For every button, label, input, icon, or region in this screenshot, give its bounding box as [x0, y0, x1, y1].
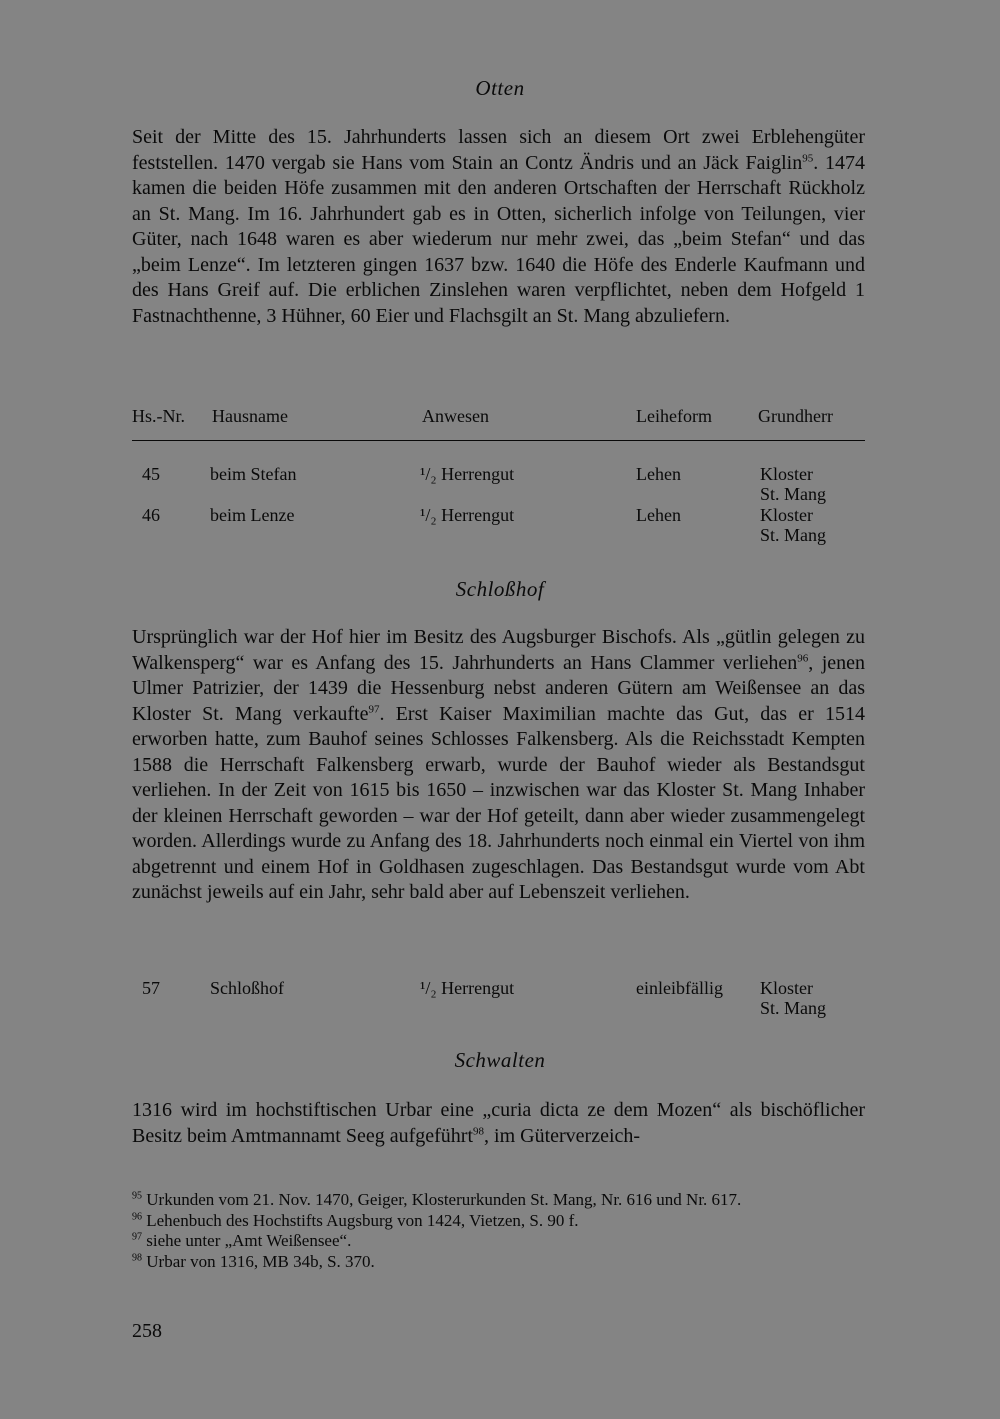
- row-grundherr-1: Kloster: [760, 978, 813, 998]
- row-anwesen: ¹/₂ Herrengut: [420, 464, 515, 484]
- section-title-schlosshof: Schloßhof: [455, 577, 545, 601]
- row-anwesen: ¹/₂ Herrengut: [420, 978, 515, 998]
- row-leiheform: Lehen: [636, 464, 681, 484]
- schlosshof-text-2: , jenen Ulmer Patrizier, der 1439 die Hessenburg nebst anderen Gütern am Weißensee an das Kloster St. Mang verkaufte: [132, 651, 866, 725]
- otten-paragraph: [132, 125, 865, 329]
- row-hausname: beim Stefan: [210, 464, 297, 484]
- otten-text-2: . 1474 kamen die beiden Höfe zusammen mit den anderen Ortschaften der Herrschaft Rückholz an St. Mang. Im 16. Jahrhundert gab es in Otten, sicherlich infolge von Teilungen, vier Güter, nach 1648 waren es aber wiederum nur mehr zwei, das „beim Stefan“ und das „beim Lenze“. Im letzteren gingen 1637 bzw. 1640 die Höfe des Enderle Kaufmann und des Hans Greif auf. Die erblichen Zinslehen waren verpflichtet, neben dem Hofgeld 1 Fastnachthenne, 3 Hühner, 60 Eier und Flachsgilt an St. Mang abzuliefern.: [132, 151, 865, 327]
- row-nr: 57: [142, 978, 160, 998]
- schwalten-text-1: 1316 wird im hochstiftischen Urbar eine „curia dicta ze dem Mozen“ als bischöflicher Besitz beim Amtmannamt Seeg aufgeführt: [132, 1099, 865, 1147]
- row-anwesen: ¹/₂ Herrengut: [420, 505, 515, 525]
- footnote: [132, 1211, 865, 1232]
- footnote-text: Lehenbuch des Hochstifts Augsburg von 1424, Vietzen, S. 90 f.: [146, 1210, 579, 1230]
- footnote-ref-96: 96: [797, 651, 809, 664]
- row-nr: 45: [142, 464, 160, 484]
- footnote: [132, 1252, 865, 1273]
- otten-text-1: Seit der Mitte des 15. Jahrhunderts lassen sich an diesem Ort zwei Erblehengüter feststellen. 1470 vergab sie Hans vom Stain an Contz Ändris und an Jäck Faiglin: [132, 126, 865, 174]
- page-number: 258: [132, 1320, 162, 1342]
- schwalten-paragraph: [132, 1098, 865, 1149]
- schlosshof-paragraph: [132, 625, 865, 906]
- row-hausname: Schloßhof: [210, 978, 284, 998]
- schlosshof-text-1: Ursprünglich war der Hof hier im Besitz des Augsburger Bischofs. Als „gütlin gelegen zu Walkensperg“ war es Anfang des 15. Jahrhunderts an Hans Clammer verliehen: [132, 626, 865, 674]
- table-rule: [132, 440, 865, 441]
- row-grundherr-1: Kloster: [760, 505, 813, 525]
- row-nr: 46: [142, 505, 160, 525]
- footnote-ref-97: 97: [368, 702, 380, 715]
- footnote-number: 95: [132, 1190, 142, 1202]
- footnote-number: 96: [132, 1210, 142, 1222]
- footnote-text: Urkunden vom 21. Nov. 1470, Geiger, Klosterurkunden St. Mang, Nr. 616 und Nr. 617.: [146, 1190, 742, 1209]
- footnote-ref-95: 95: [802, 151, 814, 164]
- col-header-hausname: Hausname: [212, 406, 288, 426]
- footnote: [132, 1231, 865, 1252]
- row-grundherr-2: St. Mang: [760, 998, 827, 1018]
- row-hausname: beim Lenze: [210, 505, 295, 525]
- footnote-number: 98: [132, 1251, 142, 1263]
- col-header-grundherr: Grundherr: [758, 406, 833, 426]
- section-title-schwalten: Schwalten: [454, 1048, 546, 1072]
- col-header-nr: Hs.-Nr.: [132, 406, 185, 426]
- table-header: [132, 406, 865, 432]
- row-grundherr-2: St. Mang: [760, 484, 827, 504]
- section-title-otten: Otten: [475, 76, 525, 100]
- row-grundherr-2: St. Mang: [760, 525, 827, 545]
- col-header-anwesen: Anwesen: [422, 406, 489, 426]
- footnote-ref-98: 98: [473, 1124, 485, 1137]
- col-header-leiheform: Leiheform: [636, 406, 712, 426]
- row-leiheform: Lehen: [636, 505, 681, 525]
- footnote-text: Urbar von 1316, MB 34b, S. 370.: [146, 1251, 375, 1271]
- schlosshof-text-3: . Erst Kaiser Maximilian machte das Gut, das er 1514 erworben hatte, zum Bauhof seines Schlosses Falkensberg. Als die Reichsstadt Kempten 1588 die Herrschaft Falkensberg erwarb, wurde der Bauhof wieder als Bestandsgut verliehen. In der Zeit von 1615 bis 1650 – inzwischen war das Kloster St. Mang Inhaber der kleinen Herrschaft geworden – war der Hof geteilt, dann aber wieder zusammengelegt worden. Allerdings wurde zu Anfang des 18. Jahrhunderts noch einmal ein Viertel von ihm abgetrennt und einem Hof in Goldhasen zugeschlagen. Das Bestandsgut wurde vom Abt zunächst jeweils auf ein Jahr, sehr bald aber auf Lebenszeit verliehen.: [132, 702, 865, 903]
- footnote-text: siehe unter „Amt Weißensee“.: [146, 1231, 352, 1250]
- footnote: [132, 1190, 865, 1211]
- row-leiheform: einleibfällig: [636, 978, 723, 998]
- footnotes: [132, 1190, 865, 1272]
- schwalten-text-2: , im Güterverzeich-: [484, 1124, 641, 1147]
- row-grundherr-1: Kloster: [760, 464, 813, 484]
- footnote-number: 97: [132, 1231, 142, 1243]
